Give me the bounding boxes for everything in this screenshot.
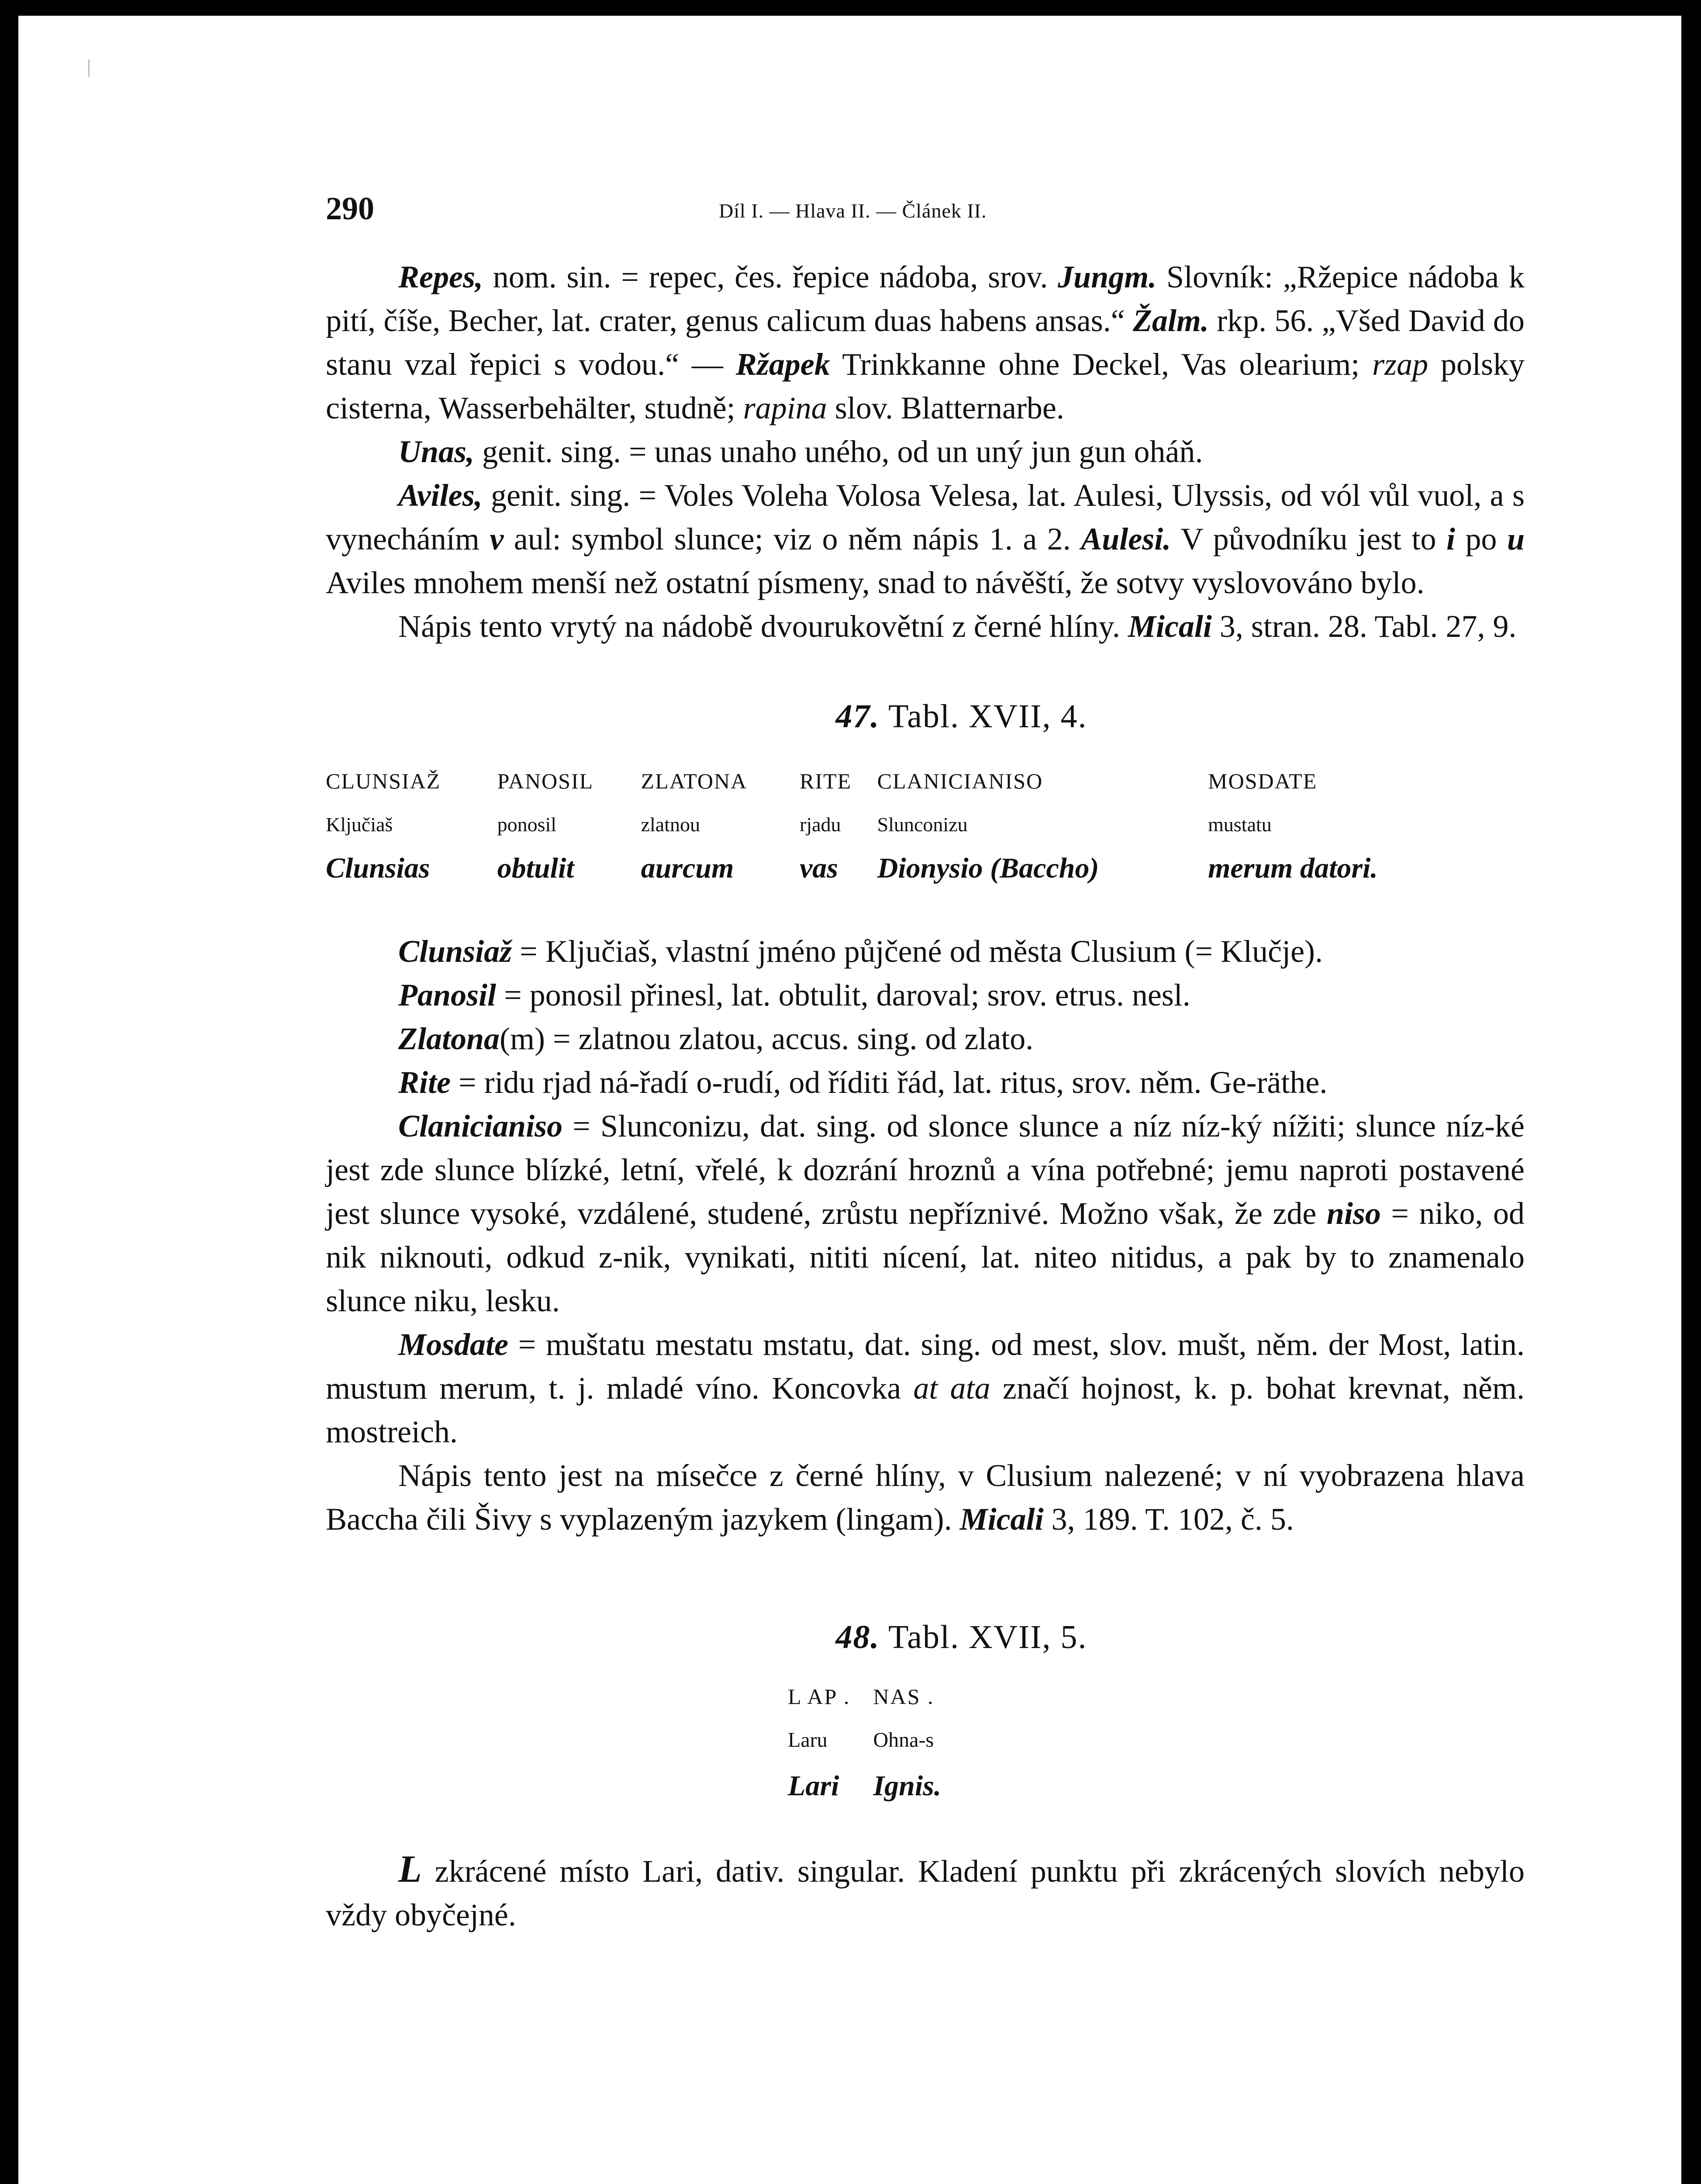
term-l: L — [398, 1848, 422, 1890]
entry-aviles — [326, 473, 1525, 605]
inscription-word: CLUNSIAŽ — [326, 769, 441, 793]
slavic-word: Ključiaš — [326, 813, 393, 836]
term-rapina: rapina — [743, 390, 827, 425]
section-number: 48. — [835, 1619, 880, 1655]
inscription-47-table — [326, 759, 1461, 895]
gloss-clunsiaz — [326, 930, 1525, 973]
inscription-word: MOSDATE — [1208, 769, 1318, 793]
term-aviles: Aviles, — [398, 478, 483, 513]
letter-v: v — [490, 522, 504, 556]
entry-text: V původníku jest to — [1171, 522, 1446, 556]
entry-text: Slovník: „Ržepice nádoba k pití, číše, Becher, lat. crater, genus calicum duas habens ansas.“ — [326, 259, 1525, 338]
term-rzapek: Ržapek — [735, 347, 830, 382]
entry-text: polsky cisterna, Wasserbehälter, studně; — [326, 347, 1525, 425]
entry-text: genit. sing. = unas unaho uného, od un uný jun gun oháň. — [474, 434, 1203, 469]
term-unas: Unas, — [398, 434, 475, 469]
slavic-row — [788, 1718, 964, 1762]
gloss-mosdate — [326, 1323, 1525, 1454]
note-46 — [326, 605, 1525, 648]
latin-word: merum datori. — [1208, 852, 1378, 884]
slavic-word: Ohna-s — [873, 1728, 934, 1752]
inscription-row — [788, 1675, 964, 1718]
page-header — [326, 190, 1121, 234]
letter-u: u — [1507, 522, 1525, 556]
gloss-text: = ponosil přinesl, lat. obtulit, daroval; srov. etrus. nesl. — [496, 978, 1190, 1013]
entry-text: genit. sing. = Voles Voleha Volosa Velesa, lat. Aulesi, Ulyssis, od vól vůl vuol, a s vynecháním — [326, 478, 1525, 556]
term-rite: Rite — [398, 1065, 451, 1100]
inscription-word: PANOSIL — [497, 769, 594, 793]
note-text: Nápis tento vrytý na nádobě dvourukovětní z černé hlíny. — [398, 609, 1128, 644]
section-title-text: Tabl. XVII, 4. — [880, 698, 1087, 735]
entry-text: Trinkkanne ohne Deckel, Vas olearium; — [830, 347, 1373, 382]
slavic-word: Slunconizu — [877, 813, 968, 836]
latin-word: obtulit — [497, 852, 574, 884]
scanned-page — [18, 16, 1681, 2184]
gloss-zlatona — [326, 1017, 1525, 1061]
inscription-word: RITE — [800, 769, 852, 793]
slavic-word: zlatnou — [641, 813, 700, 836]
latin-word: aurcum — [641, 852, 734, 884]
section-title-text: Tabl. XVII, 5. — [880, 1619, 1087, 1655]
note-text: 3, stran. 28. Tabl. 27, 9. — [1211, 609, 1517, 644]
term-zlatona: Zlatona — [398, 1021, 500, 1056]
entry-text: slov. Blatternarbe. — [827, 390, 1064, 425]
section-number: 47. — [835, 698, 880, 735]
gloss-text: = niko, od nik niknouti, odkud z-nik, vynikati, nititi nícení, lat. niteo nitidus, a pak by to znamenalo slunce niku, lesku. — [326, 1196, 1525, 1318]
inscription-word: CLANICIANISO — [877, 769, 1043, 793]
latin-row — [326, 847, 1461, 895]
note-text: zkrácené místo Lari, dativ. singular. Kladení punktu při zkrácených slovích nebylo vždy obyčejné. — [326, 1854, 1525, 1932]
ref-micali: Micali — [959, 1502, 1044, 1537]
term-at-ata: at ata — [913, 1371, 990, 1406]
gloss-rite — [326, 1061, 1525, 1104]
section-47-title — [326, 695, 1525, 738]
entry-unas — [326, 430, 1525, 473]
letter-i: i — [1446, 522, 1456, 556]
entry-text: po — [1455, 522, 1507, 556]
gloss-text: = ridu rjad ná-řadí o-rudí, od říditi řád, lat. ritus, srov. něm. Ge-räthe. — [451, 1065, 1328, 1100]
margin-mark — [88, 59, 90, 77]
term-niso: niso — [1326, 1196, 1381, 1231]
inscription-word: NAS . — [873, 1684, 935, 1709]
inscription-word: L AP . — [788, 1684, 851, 1709]
gloss-panosil — [326, 973, 1525, 1017]
term-mosdate: Mosdate — [398, 1327, 508, 1362]
section-48-title — [326, 1615, 1525, 1659]
latin-row — [788, 1762, 964, 1810]
gloss-text: (m) = zlatnou zlatou, accus. sing. od zlato. — [500, 1021, 1034, 1056]
term-clunsiaz: Clunsiaž — [398, 934, 512, 969]
term-panosil: Panosil — [398, 978, 497, 1013]
entry-text: aul: symbol slunce; viz o něm nápis 1. a 2. — [504, 522, 1081, 556]
body-text — [326, 255, 1525, 1937]
entry-text: Aviles mnohem menší než ostatní písmeny, snad to návěští, že sotvy vyslovováno bylo. — [326, 565, 1425, 600]
latin-word: Dionysio (Baccho) — [877, 852, 1099, 884]
gloss-clanicianiso — [326, 1104, 1525, 1323]
note-47 — [326, 1454, 1525, 1541]
ref-jungm: Jungm. — [1058, 259, 1157, 294]
entry-text: rkp. 56. „Všed David do stanu vzal řepici s vodou.“ — — [326, 303, 1525, 382]
latin-word: vas — [800, 852, 838, 884]
latin-word: Clunsias — [326, 852, 430, 884]
ref-zalm: Žalm. — [1132, 303, 1209, 338]
latin-word: Ignis. — [873, 1770, 942, 1802]
inscription-word: ZLATONA — [641, 769, 748, 793]
note-48 — [326, 1848, 1525, 1937]
slavic-word: rjadu — [800, 813, 841, 836]
term-rzap: rzap — [1372, 347, 1428, 382]
slavic-row — [326, 803, 1461, 847]
gloss-text: značí hojnost, k. p. bohat krevnat, něm. mostreich. — [326, 1371, 1525, 1449]
gloss-text: = Ključiaš, vlastní jméno půjčené od města Clusium (= Klučje). — [512, 934, 1323, 969]
latin-word: Lari — [788, 1770, 839, 1802]
slavic-word: Laru — [788, 1728, 828, 1752]
entry-text: nom. sin. = repec, čes. řepice nádoba, srov. — [483, 259, 1058, 294]
term-repes: Repes, — [398, 259, 483, 294]
inscription-row — [326, 759, 1461, 803]
running-head: Díl I. — Hlava II. — Článek II. — [719, 200, 987, 222]
note-text: 3, 189. T. 102, č. 5. — [1043, 1502, 1294, 1537]
entry-repes — [326, 255, 1525, 430]
term-clanicianiso: Clanicianiso — [398, 1109, 563, 1144]
gloss-text: = Slunconizu, dat. sing. od slonce slunce a níz níz-ký nížiti; slunce níz-ké jest zde slunce blízké, letní, vřelé, k dozrání hroznů a vína potřebné; jemu naproti postavené jest slunce vysoké, vzdálené, studené, zrůstu nepříznivé. Možno však, že zde — [326, 1109, 1525, 1231]
gloss-text: = muštatu mestatu mstatu, dat. sing. od mest, slov. mušt, něm. der Most, latin. mustum merum, t. j. mladé víno. Koncovka — [326, 1327, 1525, 1406]
ref-aulesi: Aulesi. — [1081, 522, 1171, 556]
slavic-word: mustatu — [1208, 813, 1272, 836]
slavic-word: ponosil — [497, 813, 557, 836]
note-text: Nápis tento jest na mísečce z černé hlíny, v Clusium nalezené; v ní vyobrazena hlava Baccha čili Šivy s vyplazeným jazykem (lingam). — [326, 1458, 1525, 1537]
page-number: 290 — [326, 191, 374, 227]
inscription-48-table — [788, 1675, 964, 1810]
ref-micali: Micali — [1128, 609, 1212, 644]
